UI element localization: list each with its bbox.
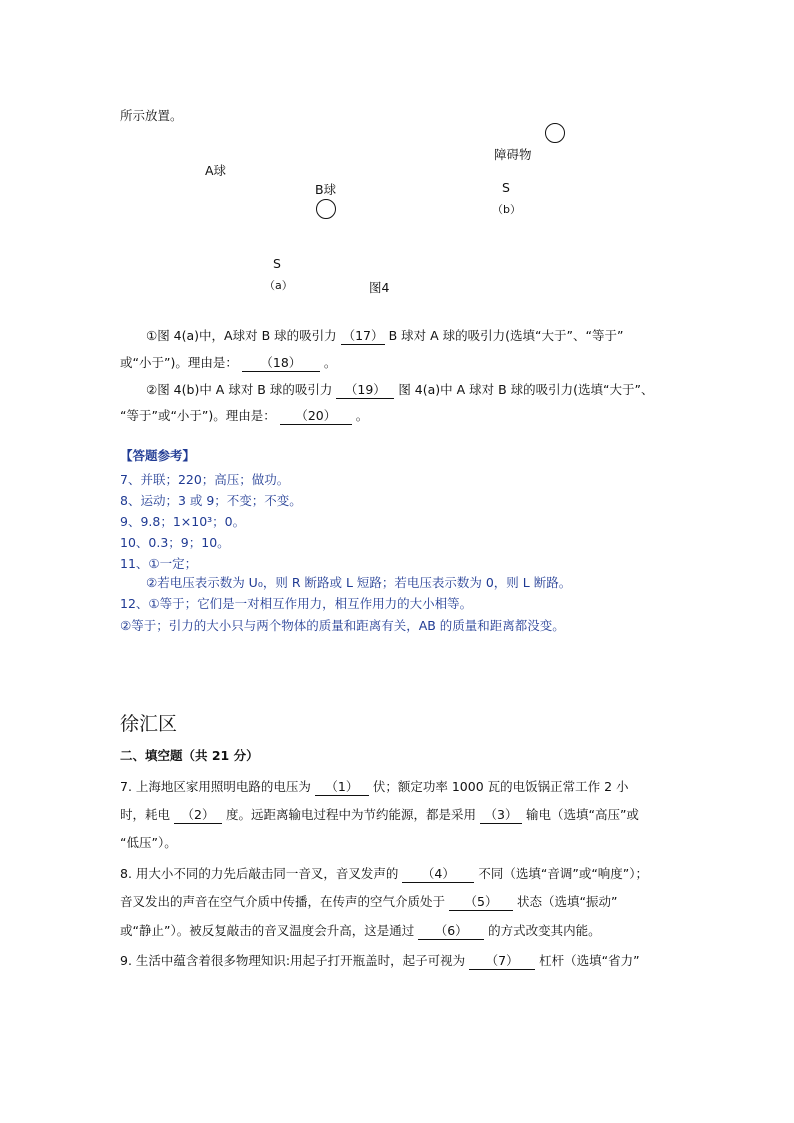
s-label-a: S xyxy=(273,256,281,271)
answer-blank: （19） xyxy=(336,380,394,399)
question-8-line-3 xyxy=(120,921,601,940)
question-text: 或“小于”)。理由是： xyxy=(120,355,238,370)
question-text: 杠杆（选填“省力” xyxy=(539,953,640,968)
ball-b-circle-icon xyxy=(316,199,336,219)
question-7-line-3: “低压”）。 xyxy=(120,835,177,850)
caption-a: （a） xyxy=(264,279,293,292)
answer-blank: （5） xyxy=(449,892,513,911)
question-text: 不同（选填“音调”或“响度”）； xyxy=(478,866,649,881)
answer-line: ②等于；引力的大小只与两个物体的质量和距离有关，AB 的质量和距离都没变。 xyxy=(120,618,565,633)
question-text: “等于”或“小于”)。理由是： xyxy=(120,408,276,423)
s-label-b: S xyxy=(502,180,510,195)
answer-line: 11、①一定； xyxy=(120,556,198,571)
question-text: 输电（选填“高压”或 xyxy=(525,807,639,822)
figure-title: 图4 xyxy=(369,280,390,295)
question-text: 8. 用大小不同的力先后敲击同一音叉，音叉发声的 xyxy=(120,866,399,881)
answer-heading: 【答题参考】 xyxy=(120,448,196,463)
answer-blank: （18） xyxy=(242,353,320,372)
answer-blank: （4） xyxy=(402,864,474,883)
question-text: 。 xyxy=(323,355,337,370)
question-7-line-2 xyxy=(120,805,639,824)
question-8-line-2 xyxy=(120,892,617,911)
question-text: B 球对 A 球的吸引力(选填“大于”、“等于” xyxy=(388,328,624,343)
question-9-line-1 xyxy=(120,951,640,970)
section-heading: 二、填空题（共 21 分） xyxy=(120,748,259,763)
question-text: 或“静止”）。被反复敲击的音叉温度会升高，这是通过 xyxy=(120,923,415,938)
answer-blank: （3） xyxy=(480,805,522,824)
question-text: 音叉发出的声音在空气介质中传播，在传声的空气介质处于 xyxy=(120,894,446,909)
answer-line: 10、0.3；9；10。 xyxy=(120,535,230,550)
ball-a-label: A球 xyxy=(205,163,227,178)
answer-blank: （1） xyxy=(315,777,369,796)
question-text: 7. 上海地区家用照明电路的电压为 xyxy=(120,779,311,794)
answer-line: 8、运动；3 或 9；不变；不变。 xyxy=(120,493,302,508)
question-7-line-1 xyxy=(120,777,629,796)
district-heading: 徐汇区 xyxy=(120,713,178,735)
question-text: 时，耗电 xyxy=(120,807,171,822)
intro-line: 所示放置。 xyxy=(120,108,183,123)
obstacle-label: 障碍物 xyxy=(494,147,532,162)
question-8-line-1 xyxy=(120,864,648,883)
question-text: 的方式改变其内能。 xyxy=(488,923,601,938)
answer-blank: （17） xyxy=(342,328,384,343)
question-text: ①图 4(a)中，A球对 B 球的吸引力 xyxy=(146,328,337,343)
caption-b: （b） xyxy=(492,203,521,216)
question-text: 图 4(a)中 A 球对 B 球的吸引力(选填“大于”、 xyxy=(398,382,654,397)
answer-blank: （7） xyxy=(469,951,535,970)
answer-line: ②若电压表示数为 U₀，则 R 断路或 L 短路；若电压表示数为 0，则 L 断路。 xyxy=(146,575,572,590)
answer-blank: （2） xyxy=(174,805,222,824)
ball-circle-icon xyxy=(545,123,565,143)
question-text: 。 xyxy=(355,408,369,423)
answer-blank: （20） xyxy=(280,406,352,425)
answer-line: 9、9.8；1×10³；0。 xyxy=(120,514,246,529)
question-18 xyxy=(120,353,336,372)
question-text: 状态（选填“振动” xyxy=(516,894,618,909)
question-19 xyxy=(146,380,654,399)
question-17 xyxy=(146,326,623,345)
ball-b-label: B球 xyxy=(315,182,337,197)
question-text: 度。远距离输电过程中为节约能源，都是采用 xyxy=(225,807,476,822)
answer-blank: （6） xyxy=(418,921,484,940)
question-text: 9. 生活中蕴含着很多物理知识:用起子打开瓶盖时，起子可视为 xyxy=(120,953,466,968)
question-text: ②图 4(b)中 A 球对 B 球的吸引力 xyxy=(146,382,333,397)
answer-line: 7、并联；220；高压；做功。 xyxy=(120,472,290,487)
answer-line: 12、①等于；它们是一对相互作用力，相互作用力的大小相等。 xyxy=(120,596,473,611)
question-text: 伏；额定功率 1000 瓦的电饭锅正常工作 2 小 xyxy=(372,779,629,794)
question-20 xyxy=(120,406,368,425)
